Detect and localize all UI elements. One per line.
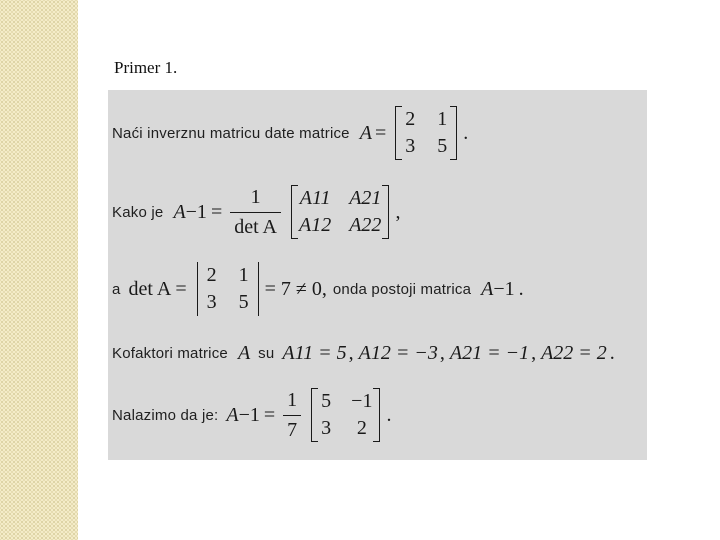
matrix-cell: A12 bbox=[299, 214, 332, 236]
matrix-cell: −1 bbox=[351, 390, 373, 412]
line3-text: onda postoji matrica bbox=[332, 280, 472, 298]
line2-end: , bbox=[395, 200, 401, 223]
line3-end: . bbox=[518, 277, 524, 300]
line3-eq: = bbox=[175, 277, 187, 300]
line2-matrix bbox=[291, 185, 389, 239]
matrix-cell: 1 bbox=[437, 108, 448, 130]
matrix-cell: 1 bbox=[238, 264, 249, 286]
line1-end: . bbox=[463, 121, 469, 144]
line4-var: A bbox=[237, 342, 251, 364]
line2-text: Kako je bbox=[112, 203, 164, 221]
matrix-cell: 5 bbox=[238, 291, 249, 313]
line3-target: A bbox=[481, 277, 494, 300]
line3-determinant bbox=[197, 262, 259, 316]
matrix-cell: A21 bbox=[349, 187, 382, 209]
fraction-denominator: 7 bbox=[283, 415, 301, 442]
line3-det: det A bbox=[128, 277, 172, 300]
line4-end: . bbox=[609, 342, 615, 364]
line-4 bbox=[112, 342, 615, 365]
line1-matrix bbox=[395, 106, 457, 160]
content-panel bbox=[108, 90, 647, 460]
cofactor-a11: A11 = 5 bbox=[282, 342, 347, 364]
matrix-cell: A11 bbox=[299, 187, 331, 209]
line5-end: . bbox=[386, 403, 392, 426]
line5-text: Nalazimo da je: bbox=[112, 406, 219, 424]
line5-matrix bbox=[311, 388, 380, 442]
cofactor-a21: A21 = −1 bbox=[449, 342, 530, 364]
line1-eq: = bbox=[374, 121, 387, 144]
matrix-cell: 3 bbox=[206, 291, 217, 313]
fraction-numerator: 1 bbox=[250, 185, 261, 208]
line1-text: Naći inverznu matricu date matrice bbox=[112, 124, 350, 142]
line2-lhs: A bbox=[173, 200, 186, 223]
cofactor-a12: A12 = −3 bbox=[358, 342, 438, 364]
line-2: Kako je A −1 = $\frac{1}{\text{det A}}$ A11 A21 A12 A22 , bbox=[112, 185, 401, 238]
fraction-denominator: det A bbox=[230, 212, 281, 239]
cofactor-separator: , bbox=[531, 342, 537, 364]
line4-su: su bbox=[258, 345, 275, 362]
line-1 bbox=[112, 106, 468, 160]
decorative-side-pattern bbox=[0, 0, 78, 540]
line2-eq: = bbox=[210, 200, 223, 223]
matrix-cell: 5 bbox=[437, 135, 448, 157]
cofactor-separator: , bbox=[439, 342, 445, 364]
line-3: a det A = 2 1 3 5 = 7 ≠ 0, onda postoji matrica A −1 . bbox=[112, 262, 524, 316]
fraction-numerator: 1 bbox=[287, 388, 298, 411]
line5-eq: = bbox=[263, 403, 276, 426]
line1-lhs: A bbox=[359, 121, 372, 144]
line3-result: = 7 ≠ 0, bbox=[264, 277, 327, 300]
line4-text: Kofaktori matrice bbox=[112, 345, 228, 362]
matrix-cell: 2 bbox=[206, 264, 217, 286]
line2-fraction bbox=[230, 186, 281, 239]
matrix-cell: A22 bbox=[349, 214, 382, 236]
cofactor-separator: , bbox=[348, 342, 354, 364]
line5-fraction bbox=[283, 389, 301, 442]
matrix-cell: 2 bbox=[356, 417, 367, 439]
matrix-cell: 3 bbox=[321, 417, 332, 439]
matrix-cell: 3 bbox=[405, 135, 416, 157]
matrix-cell: 5 bbox=[321, 390, 332, 412]
line3-prefix: a bbox=[112, 280, 121, 298]
cofactor-a22: A22 = 2 bbox=[541, 342, 607, 364]
matrix-cell: 2 bbox=[405, 108, 416, 130]
slide-title: Primer 1. bbox=[114, 58, 178, 77]
line-5: Nalazimo da je: A −1 = $\frac{1}{7}$ 5 −1 3 2 . bbox=[112, 388, 392, 441]
line5-lhs: A bbox=[226, 403, 239, 426]
